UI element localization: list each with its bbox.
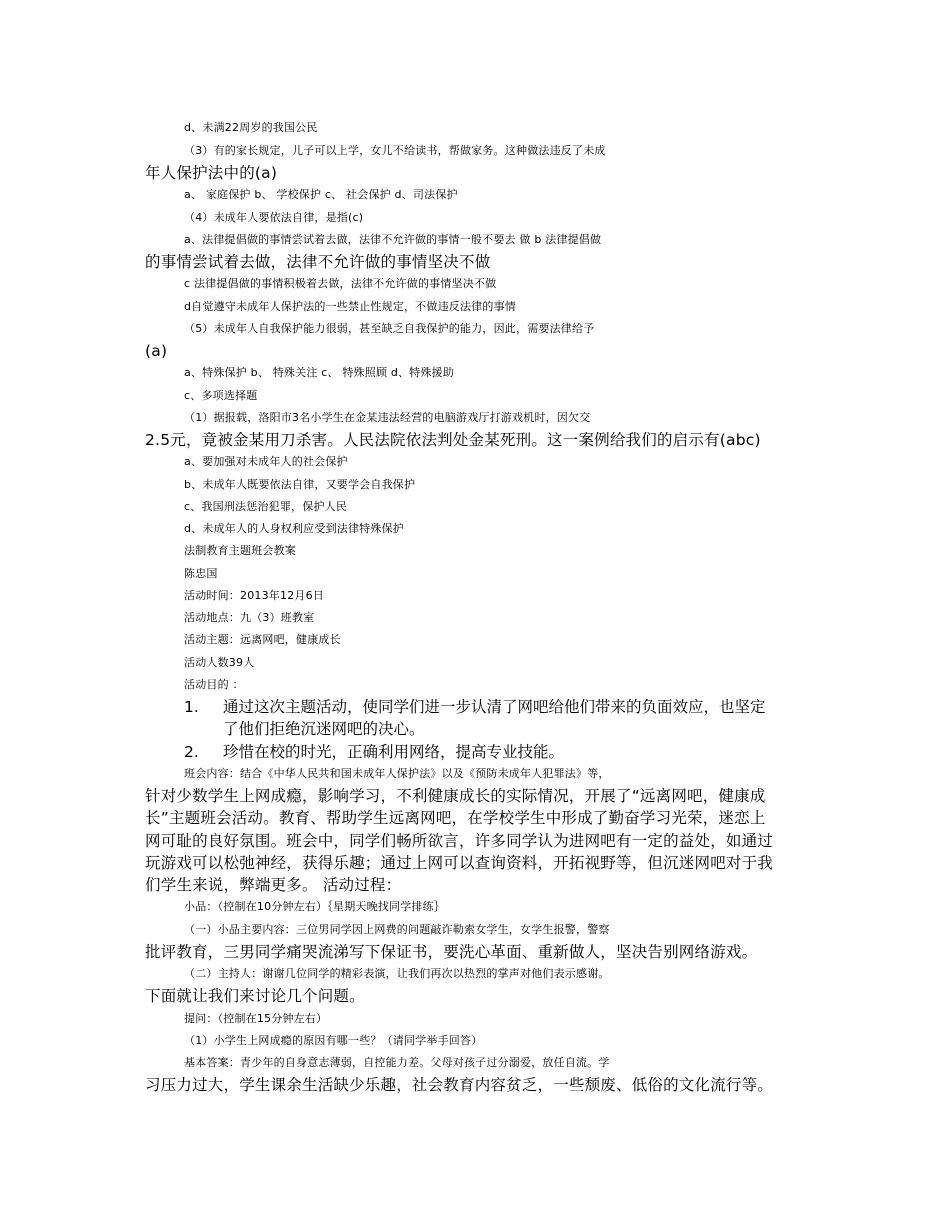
text-line: （1）据报载，洛阳市3名小学生在金某违法经营的电脑游戏厅打游戏机时，因欠交 [184, 411, 591, 424]
text-line: 针对少数学生上网成瘾，影响学习，不利健康成长的实际情况，开展了“远离网吧，健康成 [145, 787, 766, 805]
list-item-continuation: 了他们拒绝沉迷网吧的决心。 [223, 720, 425, 738]
text-line: 基本答案：青少年的自身意志薄弱，自控能力差。父母对孩子过分溺爱，放任自流。学 [184, 1056, 610, 1069]
list-number: 1. [184, 698, 199, 716]
list-item: 通过这次主题活动，使同学们进一步认清了网吧给他们带来的负面效应，也坚定 [223, 698, 766, 716]
text-line: 玩游戏可以松弛神经，获得乐趣；通过上网可以查询资料，开拓视野等，但沉迷网吧对于我 [145, 854, 774, 872]
text-line: c、我国刑法惩治犯罪，保护人民 [184, 500, 348, 513]
text-line: a、特殊保护 b、 特殊关注 c、 特殊照顾 d、特殊援助 [184, 366, 455, 379]
text-line: c 法律提倡做的事情积极着去做，法律不允许做的事情坚决不做 [184, 277, 497, 290]
list-number: 2. [184, 743, 199, 761]
text-line: （3）有的家长规定，儿子可以上学，女儿不给读书，帮做家务。这种做法违反了未成 [184, 144, 606, 157]
text-line: 批评教育，三男同学痛哭流涕写下保证书，要洗心革面、重新做人，坚决告别网络游戏。 [145, 943, 758, 961]
text-line: （二）主持人：谢谢几位同学的精彩表演，让我们再次以热烈的掌声对他们表示感谢。 [184, 967, 610, 980]
text-line: 年人保护法中的(a) [145, 164, 278, 182]
activity-theme: 活动主题：远离网吧，健康成长 [184, 633, 341, 646]
text-line: 2.5元，竟被金某用刀杀害。人民法院依法判处金某死刑。这一案例给我们的启示有(abc) [145, 431, 761, 449]
text-line: 班会内容：结合《中华人民共和国未成年人保护法》以及《预防未成年人犯罪法》等， [184, 767, 610, 780]
activity-time: 活动时间：2013年12月6日 [184, 589, 324, 602]
text-line: 提问：（控制在15分钟左右） [184, 1012, 328, 1025]
text-line: d自觉遵守未成年人保护法的一些禁止性规定，不做违反法律的事情 [184, 300, 516, 313]
text-line: d、未成年人的人身权利应受到法律特殊保护 [184, 522, 404, 535]
text-line: 小品：（控制在10分钟左右）｛星期天晚找同学排练｝ [184, 900, 445, 913]
text-line: c、多项选择题 [184, 389, 258, 402]
text-line: a、要加强对未成年人的社会保护 [184, 455, 348, 468]
text-line: （一）小品主要内容：三位男同学因上网费的问题敲诈勒索女学生，女学生报警，警察 [184, 923, 610, 936]
list-item: 珍惜在校的时光，正确利用网络，提高专业技能。 [223, 743, 565, 761]
text-line: 下面就让我们来讨论几个问题。 [145, 987, 365, 1005]
text-line: a、 家庭保护 b、 学校保护 c、 社会保护 d、司法保护 [184, 188, 458, 201]
text-line: （1）小学生上网成瘾的原因有哪一些？（请同学举手回答） [184, 1034, 483, 1047]
text-line: （5）未成年人自我保护能力很弱，甚至缺乏自我保护的能力，因此，需要法律给予 [184, 322, 595, 335]
section-title: 法制教育主题班会教案 [184, 544, 296, 557]
text-line: a、法律提倡做的事情尝试着去做，法律不允许做的事情一般不要去 做 b 法律提倡做 [184, 233, 602, 246]
text-line: 的事情尝试着去做，法律不允许做的事情坚决不做 [145, 253, 491, 271]
text-line: b、未成年人既要依法自律，又要学会自我保护 [184, 478, 416, 491]
text-line: 网可耻的良好氛围。班会中，同学们畅所欲言，许多同学认为进网吧有一定的益处，如通过 [145, 832, 774, 850]
text-line: 们学生来说，弊端更多。 活动过程： [145, 876, 402, 894]
activity-purpose-label: 活动目的 ： [184, 678, 244, 691]
text-line: （4）未成年人要依法自律，是指(c) [184, 211, 364, 224]
author-name: 陈忠国 [184, 567, 218, 580]
activity-count: 活动人数39人 [184, 656, 255, 669]
text-line: 习压力过大，学生课余生活缺少乐趣，社会教育内容贫乏，一些颓废、低俗的文化流行等。 [145, 1076, 774, 1094]
text-line: 长”主题班会活动。教育、帮助学生远离网吧，在学校学生中形成了勤奋学习光荣，迷恋上 [145, 809, 766, 827]
text-line: (a) [145, 342, 168, 360]
text-line: d、未满22周岁的我国公民 [184, 121, 318, 134]
activity-location: 活动地点：九（3）班教室 [184, 611, 315, 624]
